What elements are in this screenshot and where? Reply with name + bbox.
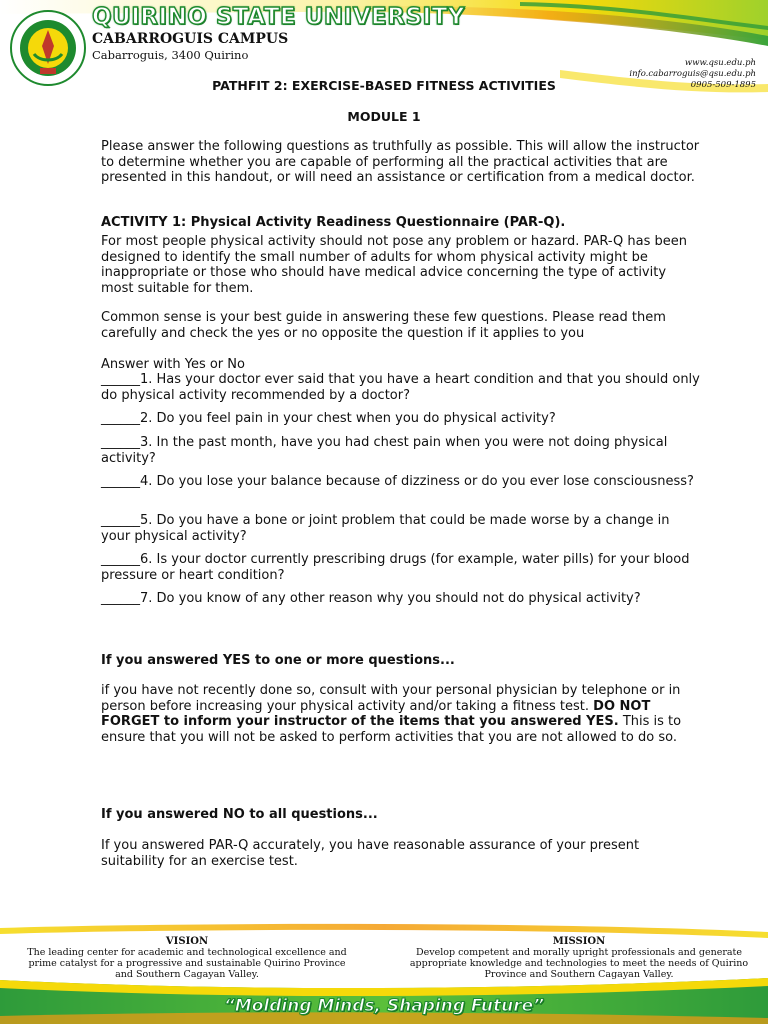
yes-text-emphasis: DO NOT FORGET to inform your instructor of the items that you answered YES. <box>101 698 651 729</box>
question-3[interactable]: ______3. In the past month, have you had chest pain when you were not doing physical activity? <box>101 435 668 466</box>
vision-text: The leading center for academic and technological excellence and prime catalyst for a progressive and sustainable Quirino Province and Southern Cagayan Valley. <box>27 947 347 980</box>
answer-prompt: Answer with Yes or No <box>101 357 245 372</box>
question-5[interactable]: ______5. Do you have a bone or joint problem that could be made worse by a change in your physical activity? <box>101 513 670 544</box>
course-title: PATHFIT 2: EXERCISE-BASED FITNESS ACTIVITIES <box>212 78 556 93</box>
yes-text-1: if you have not recently done so, consult with your personal physician by telephone or in person before increasing your physical activity and/or taking a fitness test. <box>101 683 681 714</box>
activity-description: For most people physical activity should not pose any problem or hazard. PAR-Q has been designed to identify the small number of adults for whom physical activity might be inappropriate or those who should have medical advice concerning the type of activity most suitable for them. <box>101 234 688 296</box>
university-name: QUIRINO STATE UNIVERSITY <box>92 4 465 30</box>
campus-address: Cabarroguis, 3400 Quirino <box>92 48 249 62</box>
yes-paragraph <box>101 683 701 745</box>
yes-heading: If you answered YES to one or more questions... <box>101 653 455 668</box>
email[interactable]: info.cabarroguis@qsu.edu.ph <box>629 69 756 79</box>
instructions-paragraph: Common sense is your best guide in answering these few questions. Please read them carefully and check the yes or no opposite the question if it applies to you <box>101 310 666 341</box>
website[interactable]: www.qsu.edu.ph <box>684 58 756 68</box>
question-4[interactable]: ______4. Do you lose your balance because of dizziness or do you ever lose consciousness? <box>101 474 694 489</box>
activity-title: ACTIVITY 1: Physical Activity Readiness Questionnaire (PAR-Q). <box>101 215 566 230</box>
question-7[interactable]: ______7. Do you know of any other reason why you should not do physical activity? <box>101 591 641 606</box>
campus-name: CABARROGUIS CAMPUS <box>92 31 289 47</box>
no-paragraph: If you answered PAR-Q accurately, you have reasonable assurance of your present suitability for an exercise test. <box>101 838 640 869</box>
university-seal-icon <box>10 10 86 86</box>
mission-title: MISSION <box>552 936 606 947</box>
vision-title: VISION <box>165 936 209 947</box>
no-heading: If you answered NO to all questions... <box>101 807 378 822</box>
question-1[interactable]: ______1. Has your doctor ever said that you have a heart condition and that you should only do physical activity recommended by a doctor? <box>101 372 700 403</box>
intro-paragraph: Please answer the following questions as truthfully as possible. This will allow the instructor to determine whether you are capable of performing all the practical activities that are presented in this handout, or will need an assistance or certification from a medical doctor. <box>101 139 700 185</box>
question-2[interactable]: ______2. Do you feel pain in your chest when you do physical activity? <box>101 411 556 426</box>
phone: 0905-509-1895 <box>690 80 756 90</box>
tagline: “Molding Minds, Shaping Future” <box>223 996 545 1016</box>
yes-text-2: This is to ensure that you will not be asked to perform activities that you are not allowed to do so. <box>101 714 682 745</box>
mission-text: Develop competent and morally upright professionals and generate appropriate knowledge and technologies to meet the needs of Quirino Province and Southern Cagayan Valley. <box>409 947 749 980</box>
question-6[interactable]: ______6. Is your doctor currently prescribing drugs (for example, water pills) for your blood pressure or heart condition? <box>101 552 690 583</box>
module-title: MODULE 1 <box>347 109 421 124</box>
